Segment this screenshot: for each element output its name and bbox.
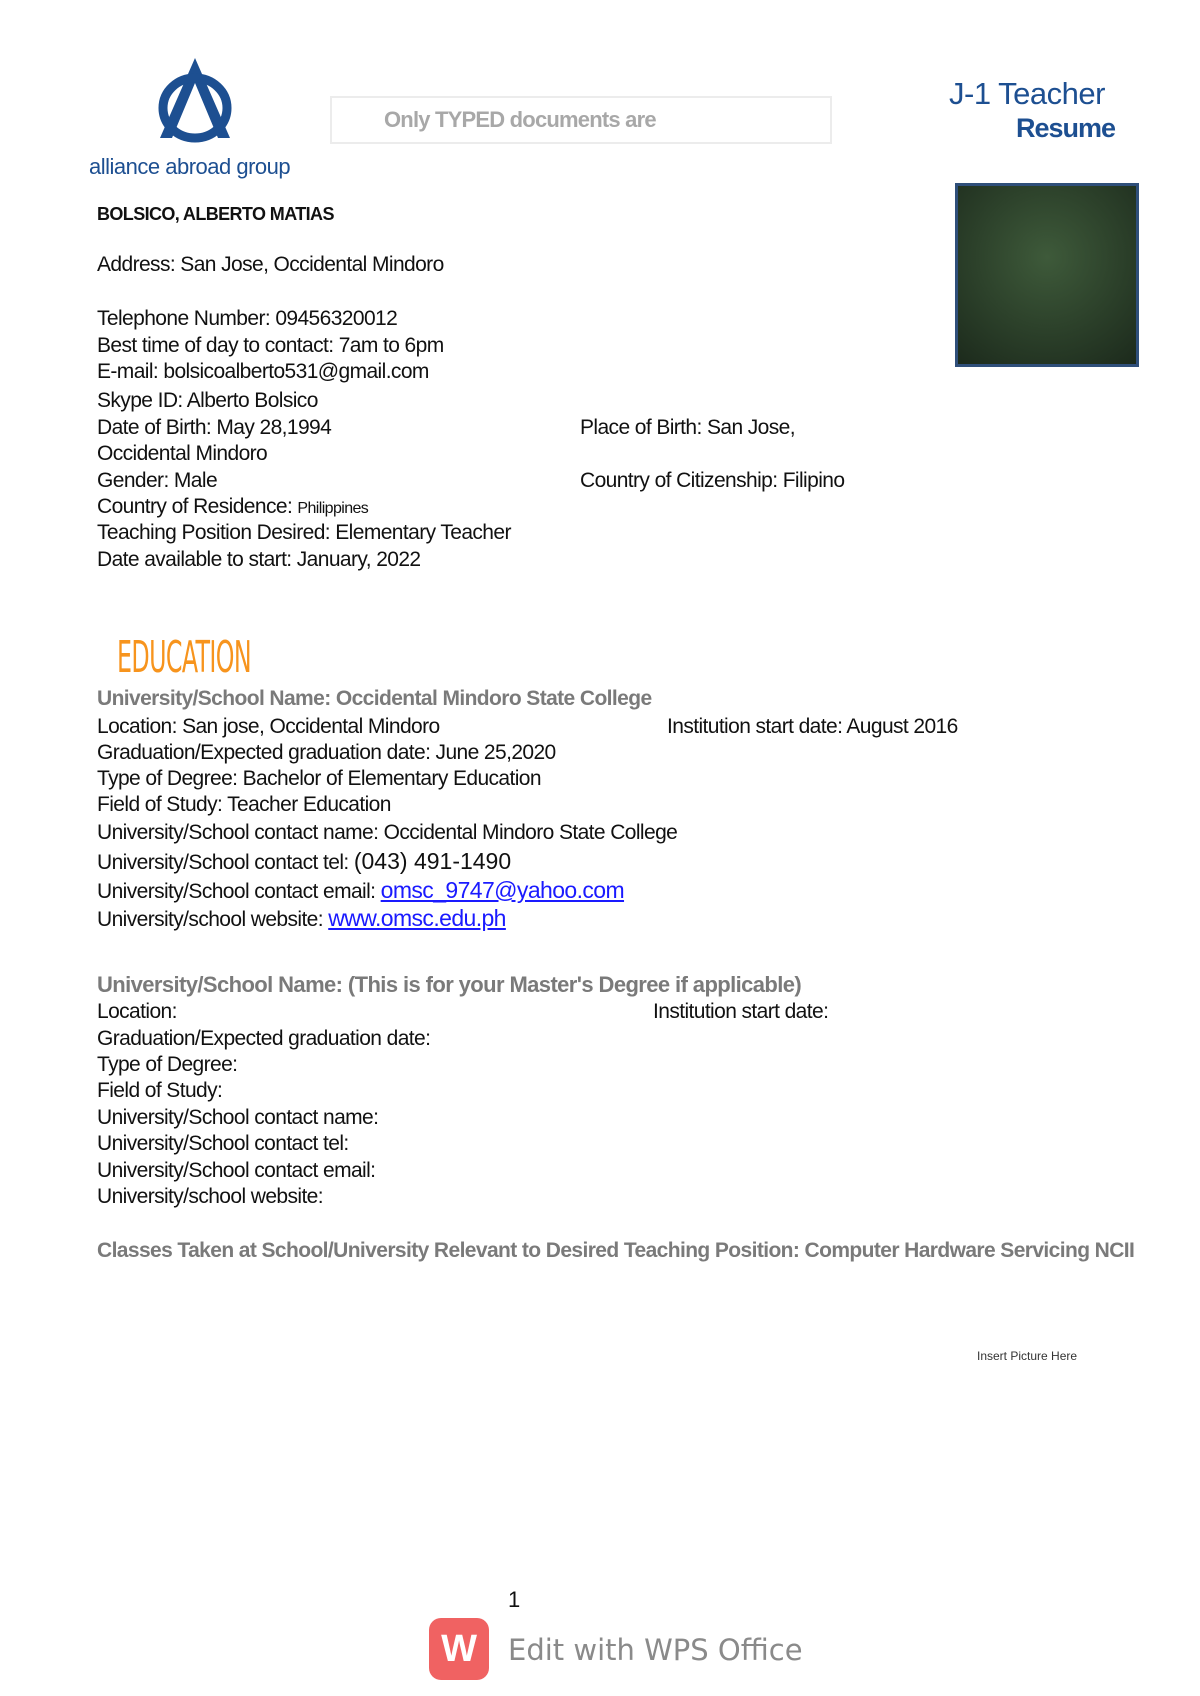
email: E-mail: bolsicoalberto531@gmail.com: [97, 360, 429, 383]
school2-email: University/School contact email:: [97, 1159, 376, 1182]
residence: Philippines: [297, 500, 369, 517]
pob: Place of Birth: San Jose,: [580, 416, 795, 439]
notice-text: Only TYPED documents are: [384, 107, 656, 132]
school1-web-link[interactable]: www.omsc.edu.ph: [328, 905, 506, 931]
brand-name: alliance abroad group: [89, 154, 291, 179]
school2-location: Location:: [97, 1000, 177, 1023]
applicant-name: BOLSICO, ALBERTO MATIAS: [97, 204, 334, 224]
skype-id: Alberto Bolsico: [186, 389, 318, 412]
doc-title: J-1 Teacher: [949, 76, 1105, 111]
school1-tel: (043) 491-1490: [353, 848, 512, 874]
best-time: Best time of day to contact: 7am to 6pm: [97, 334, 444, 357]
school1-contact-name: University/School contact name: Occidental Mindoro State College: [97, 821, 678, 844]
position-desired: Teaching Position Desired: Elementary Teacher: [97, 521, 511, 544]
insert-picture-placeholder: Insert Picture Here: [977, 1349, 1078, 1363]
school1-degree: Type of Degree: Bachelor of Elementary Education: [97, 767, 541, 790]
start-date: Date available to start: January, 2022: [97, 548, 421, 571]
school2-tel: University/School contact tel:: [97, 1132, 349, 1155]
school1-location: Location: San jose, Occidental Mindoro: [97, 715, 440, 738]
school2-web: University/school website:: [97, 1185, 323, 1208]
school1-field: Field of Study: Teacher Education: [97, 793, 391, 816]
dob: Date of Birth: May 28,1994: [97, 416, 332, 439]
edit-with-wps-link[interactable]: Edit with WPS Office: [508, 1633, 803, 1667]
school1-tel-label: University/School contact tel:: [97, 851, 354, 874]
education-heading: EDUCATION: [117, 632, 252, 683]
school2-degree: Type of Degree:: [97, 1053, 238, 1076]
classes-taken: Classes Taken at School/University Relevant to Desired Teaching Position: Computer Hardware Servicing NCII: [97, 1239, 1135, 1262]
school2-start: Institution start date:: [653, 1000, 829, 1023]
alliance-abroad-logo: [150, 58, 240, 148]
school1-email-link[interactable]: omsc_9747@yahoo.com: [380, 877, 625, 903]
pob-cont: Occidental Mindoro: [97, 442, 268, 465]
profile-photo: [955, 183, 1139, 367]
school1-graduation: Graduation/Expected graduation date: June 25,2020: [97, 741, 556, 764]
wps-logo-icon[interactable]: W: [429, 1618, 489, 1680]
school2-field: Field of Study:: [97, 1079, 223, 1102]
doc-subtitle: Resume: [1015, 113, 1115, 143]
address: Address: San Jose, Occidental Mindoro: [97, 253, 444, 276]
school2-name: University/School Name: (This is for your Master's Degree if applicable): [97, 972, 802, 997]
school1-email-label: University/School contact email:: [97, 880, 381, 903]
school1-web-label: University/school website:: [97, 908, 329, 931]
citizenship: Country of Citizenship: Filipino: [580, 469, 845, 492]
skype-label: Skype ID:: [97, 389, 187, 412]
page-number: 1: [508, 1587, 521, 1612]
school2-contact-name: University/School contact name:: [97, 1106, 379, 1129]
notice-box: [330, 96, 832, 144]
phone: Telephone Number: 09456320012: [97, 307, 398, 330]
school1-start: Institution start date: August 2016: [667, 715, 958, 738]
school2-graduation: Graduation/Expected graduation date:: [97, 1027, 431, 1050]
school1-name: University/School Name: Occidental Mindoro State College: [97, 687, 652, 710]
residence-label: Country of Residence:: [97, 495, 298, 518]
gender: Gender: Male: [97, 469, 218, 492]
